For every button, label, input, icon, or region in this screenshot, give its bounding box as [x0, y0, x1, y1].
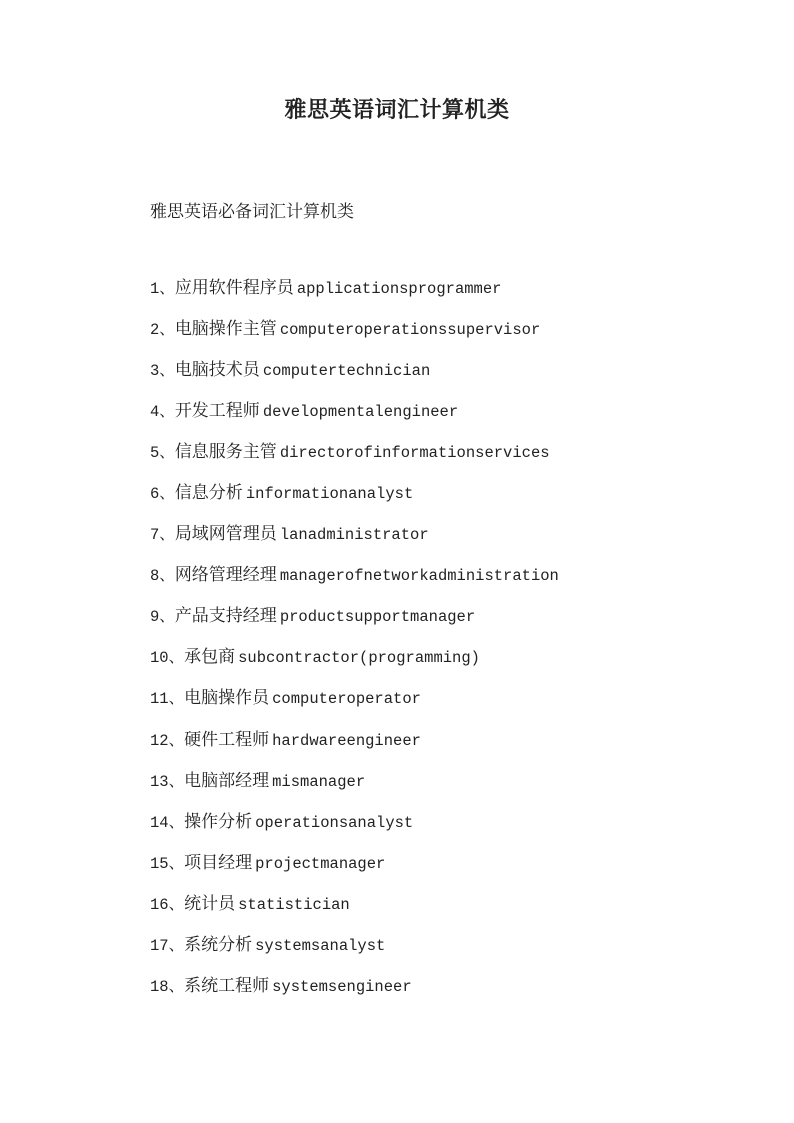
list-item: [150, 399, 750, 440]
list-item: [150, 563, 750, 604]
list-item: [150, 276, 750, 317]
item-chinese-term: 网络管理经理: [174, 565, 277, 586]
list-item: [150, 728, 750, 769]
item-number: 7、: [150, 526, 175, 545]
item-number: 13、: [150, 772, 185, 791]
item-english-term: managerofnetworkadministration: [279, 567, 559, 586]
item-english-term: hardwareengineer: [272, 731, 421, 750]
item-number: 16、: [150, 895, 185, 914]
list-item: [150, 769, 750, 810]
item-chinese-term: 项目经理: [184, 852, 253, 873]
item-chinese-term: 应用软件程序员: [174, 278, 294, 298]
item-chinese-term: 信息分析: [174, 483, 243, 504]
item-number: 9、: [150, 608, 175, 627]
item-chinese-term: 系统工程师: [184, 975, 270, 996]
list-item: [150, 604, 750, 645]
item-chinese-term: 电脑技术员: [174, 360, 260, 381]
item-number: 15、: [150, 854, 185, 873]
page-subtitle: 雅思英语必备词汇计算机类: [150, 202, 354, 222]
item-number: 8、: [150, 567, 175, 586]
item-number: 17、: [150, 936, 185, 955]
item-english-term: computeroperator: [272, 690, 421, 709]
item-chinese-term: 电脑部经理: [184, 770, 270, 791]
item-chinese-term: 电脑操作员: [184, 688, 270, 709]
list-item: [150, 317, 750, 358]
item-english-term: operationsanalyst: [255, 813, 414, 832]
item-chinese-term: 系统分析: [184, 934, 253, 955]
list-item: [150, 851, 750, 892]
item-number: 3、: [150, 362, 175, 381]
list-item: [150, 481, 750, 522]
item-chinese-term: 信息服务主管: [174, 442, 277, 463]
list-item: [150, 645, 750, 686]
item-english-term: mismanager: [272, 772, 366, 791]
list-item: [150, 686, 750, 727]
list-item: [150, 974, 750, 1015]
item-chinese-term: 承包商: [184, 647, 236, 668]
item-english-term: developmentalengineer: [262, 403, 459, 422]
item-chinese-term: 电脑操作主管: [174, 319, 277, 340]
item-english-term: systemsengineer: [272, 977, 412, 996]
item-chinese-term: 统计员: [184, 893, 236, 914]
item-number: 10、: [150, 649, 185, 668]
list-item: [150, 522, 750, 563]
list-item: [150, 810, 750, 851]
item-chinese-term: 操作分析: [184, 811, 253, 832]
item-chinese-term: 局域网管理员: [174, 524, 277, 545]
item-chinese-term: 开发工程师: [174, 401, 260, 422]
list-item: [150, 440, 750, 481]
item-number: 12、: [150, 731, 185, 750]
item-english-term: statistician: [238, 895, 350, 914]
item-english-term: computeroperationssupervisor: [279, 321, 541, 340]
item-number: 14、: [150, 813, 185, 832]
item-number: 2、: [150, 321, 175, 340]
vocabulary-list: [150, 276, 750, 1015]
item-english-term: computertechnician: [262, 362, 431, 381]
list-item: [150, 358, 750, 399]
item-english-term: directorofinformationservices: [279, 444, 550, 463]
item-english-term: projectmanager: [255, 854, 386, 873]
item-number: 11、: [150, 690, 185, 709]
item-chinese-term: 硬件工程师: [184, 729, 270, 750]
item-number: 5、: [150, 444, 175, 463]
item-english-term: systemsanalyst: [255, 936, 386, 955]
item-number: 4、: [150, 403, 175, 422]
list-item: [150, 933, 750, 974]
item-english-term: productsupportmanager: [279, 608, 476, 627]
item-english-term: lanadministrator: [279, 526, 429, 545]
item-english-term: applicationsprogrammer: [296, 280, 502, 298]
item-number: 18、: [150, 977, 185, 996]
item-english-term: subcontractor(programming): [238, 649, 480, 668]
item-number: 1、: [150, 280, 175, 298]
list-item: [150, 892, 750, 933]
item-chinese-term: 产品支持经理: [174, 606, 277, 627]
page-title: 雅思英语词汇计算机类: [284, 97, 510, 123]
item-number: 6、: [150, 485, 175, 504]
item-english-term: informationanalyst: [245, 485, 414, 504]
